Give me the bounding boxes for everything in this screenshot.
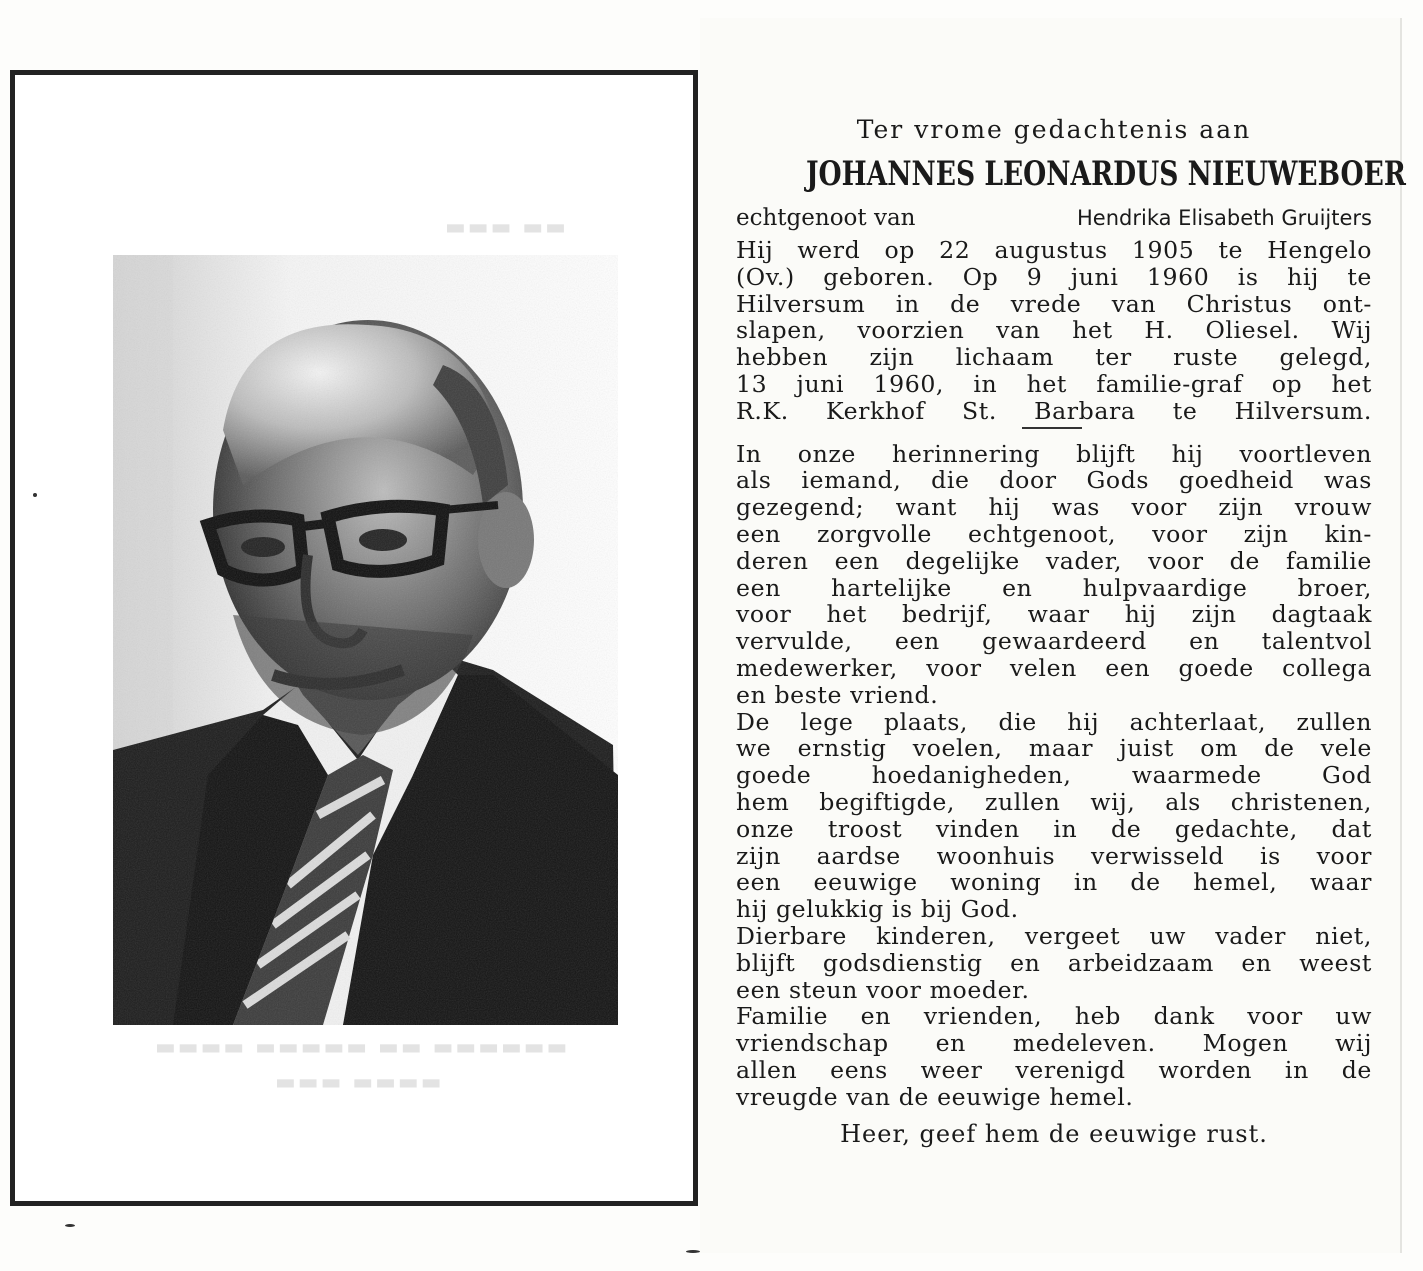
text-line: slapen, voorzien van het H. Oliesel. Wij: [736, 316, 1372, 345]
text-line: vriendschap en medeleven. Mogen wij: [736, 1029, 1372, 1058]
text-line: een eeuwige woning in de hemel, waar: [736, 868, 1372, 897]
spouse-line: [736, 203, 1372, 233]
text-line: Dierbare kinderen, vergeet uw vader niet,: [736, 921, 1372, 950]
text-line: we ernstig voelen, maar juist om de vele: [736, 734, 1372, 763]
spouse-prefix: echtgenoot van: [736, 205, 916, 231]
text-line: Hilversum in de vrede van Christus ont-: [736, 289, 1372, 318]
text-line: hem begiftigde, zullen wij, als christenen,: [736, 787, 1372, 816]
paragraph-children: [736, 923, 1372, 1003]
text-line: De lege plaats, die hij achterlaat, zullen: [736, 707, 1372, 736]
text-line: vervulde, een gewaardeerd en talentvol: [736, 627, 1372, 656]
text-line: en beste vriend.: [736, 680, 939, 709]
paragraph-biography: [736, 237, 1372, 425]
text-line: voor het bedrijf, waar hij zijn dagtaak: [736, 600, 1372, 629]
portrait-frame: [10, 70, 698, 1206]
text-line: vreugde van de eeuwige hemel.: [736, 1082, 1134, 1111]
intro-line: Ter vrome gedachtenis aan: [856, 115, 1252, 144]
text-line: als iemand, die door Gods goedheid was: [736, 466, 1372, 495]
text-line: allen eens weer verenigd worden in de: [736, 1055, 1372, 1084]
paragraph-family: [736, 1003, 1372, 1110]
divider-rule: [1022, 427, 1082, 429]
text-line: een steun voor moeder.: [736, 975, 1030, 1004]
scan-speck: [65, 1224, 75, 1227]
spouse-name: Hendrika Elisabeth Gruijters: [1077, 206, 1372, 230]
bleed-through-mark: ▬▬▬ ▬▬: [445, 215, 568, 240]
text-line: onze troost vinden in de gedachte, dat: [736, 814, 1372, 843]
text-line: (Ov.) geboren. Op 9 juni 1960 is hij te: [736, 262, 1372, 291]
paragraph-remembrance: [736, 441, 1372, 709]
text-line: een hartelijke en hulpvaardige broer,: [736, 573, 1372, 602]
text-line: goede hoedanigheden, waarmede God: [736, 761, 1372, 790]
scan-speck: [686, 1250, 700, 1253]
bleed-through-mark: ▬▬▬ ▬▬▬▬: [275, 1070, 444, 1095]
text-line: In onze herinnering blijft hij voortleven: [736, 439, 1372, 468]
text-line: 13 juni 1960, in het familie-graf op het: [736, 369, 1372, 398]
scan-speck: [33, 493, 37, 497]
text-line: R.K. Kerkhof St. Barbara te Hilversum.: [736, 396, 1372, 425]
memorial-text: [736, 115, 1406, 1149]
text-line: hij gelukkig is bij God.: [736, 895, 1019, 924]
portrait-photo: [113, 255, 618, 1025]
text-line: medewerker, voor velen een goede collega: [736, 653, 1372, 682]
text-line: hebben zijn lichaam ter ruste gelegd,: [736, 343, 1372, 372]
text-line: blijft godsdienstig en arbeidzaam en weest: [736, 948, 1372, 977]
text-line: een zorgvolle echtgenoot, voor zijn kin-: [736, 519, 1372, 548]
text-line: Familie en vrienden, heb dank voor uw: [736, 1002, 1372, 1031]
deceased-name: JOHANNES LEONARDUS NIEUWEBOER: [805, 154, 1406, 194]
text-line: zijn aardse woonhuis verwisseld is voor: [736, 841, 1372, 870]
text-line: Hij werd op 22 augustus 1905 te Hengelo: [736, 236, 1372, 264]
text-line: gezegend; want hij was voor zijn vrouw: [736, 493, 1372, 522]
closing-prayer: Heer, geef hem de eeuwige rust.: [840, 1119, 1268, 1148]
text-line: deren een degelijke vader, voor de familie: [736, 546, 1372, 575]
bleed-through-mark: ▬▬▬▬ ▬▬▬▬▬ ▬▬ ▬▬▬▬▬▬: [155, 1035, 570, 1060]
paragraph-empty-place: [736, 709, 1372, 923]
